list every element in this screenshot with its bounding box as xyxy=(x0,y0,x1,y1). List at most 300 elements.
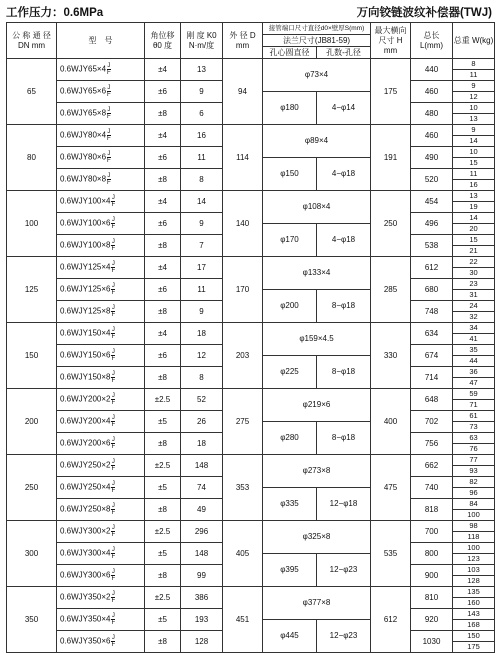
fraction-bottom: F xyxy=(111,488,116,494)
bolt-circle-cell: φ335 xyxy=(263,488,317,521)
weight-cell: 103 xyxy=(453,565,495,576)
weight-cell: 11 xyxy=(453,169,495,180)
dn-cell: 150 xyxy=(7,323,57,389)
model-cell xyxy=(57,631,145,653)
end-type-fraction xyxy=(111,305,115,318)
model-name: 0.6WJY65×4 xyxy=(60,64,107,74)
holes-cell: 4−φ18 xyxy=(317,224,371,257)
weight-cell: 23 xyxy=(453,279,495,290)
weight-cell: 9 xyxy=(453,81,495,92)
model-cell xyxy=(57,103,145,125)
bolt-circle-cell: φ395 xyxy=(263,554,317,587)
dn-cell: 125 xyxy=(7,257,57,323)
length-cell: 674 xyxy=(411,345,453,367)
model-name: 0.6WJY80×4 xyxy=(60,130,107,140)
stiffness-cell: 18 xyxy=(181,323,223,345)
od-cell: 94 xyxy=(223,59,263,125)
fraction-top: J xyxy=(107,151,111,157)
end-type-fraction xyxy=(111,591,115,604)
weight-cell: 15 xyxy=(453,235,495,246)
length-cell: 680 xyxy=(411,279,453,301)
end-type-fraction xyxy=(111,569,115,582)
weight-cell: 34 xyxy=(453,323,495,334)
col-bolt-circle: 孔心圆直径 xyxy=(263,47,317,59)
dn-cell: 80 xyxy=(7,125,57,191)
col-stiffness: 刚 度 K0 N·m/度 xyxy=(181,23,223,59)
fraction-bottom: F xyxy=(107,114,111,120)
stiffness-cell: 8 xyxy=(181,367,223,389)
model-name: 0.6WJY150×8 xyxy=(60,372,111,382)
end-type-fraction xyxy=(111,393,115,406)
bolt-circle-cell: φ170 xyxy=(263,224,317,257)
end-type-fraction xyxy=(107,63,111,76)
length-cell: 714 xyxy=(411,367,453,389)
end-type-fraction xyxy=(107,151,111,164)
model-name: 0.6WJY300×2 xyxy=(60,526,111,536)
length-cell: 440 xyxy=(411,59,453,81)
model-cell xyxy=(57,411,145,433)
model-cell xyxy=(57,543,145,565)
holes-cell: 8−φ18 xyxy=(317,356,371,389)
model-name: 0.6WJY250×4 xyxy=(60,482,111,492)
spec-table xyxy=(6,22,495,653)
end-type-fraction xyxy=(111,239,115,252)
model-name: 0.6WJY350×4 xyxy=(60,614,111,624)
od-cell: 170 xyxy=(223,257,263,323)
model-name: 0.6WJY100×4 xyxy=(60,196,111,206)
dn-cell: 100 xyxy=(7,191,57,257)
angle-cell: ±8 xyxy=(145,169,181,191)
weight-cell: 36 xyxy=(453,367,495,378)
weight-cell: 35 xyxy=(453,345,495,356)
weight-cell: 123 xyxy=(453,554,495,565)
model-cell xyxy=(57,433,145,455)
length-cell: 496 xyxy=(411,213,453,235)
angle-cell: ±5 xyxy=(145,543,181,565)
weight-cell: 168 xyxy=(453,620,495,631)
fraction-top: J xyxy=(111,525,115,531)
spec-table-body xyxy=(7,59,495,653)
end-type-fraction xyxy=(107,129,111,142)
length-cell: 538 xyxy=(411,235,453,257)
weight-cell: 135 xyxy=(453,587,495,598)
weight-cell: 71 xyxy=(453,400,495,411)
model-name: 0.6WJY100×6 xyxy=(60,218,111,228)
model-cell xyxy=(57,565,145,587)
end-type-fraction xyxy=(111,327,115,340)
weight-cell: 13 xyxy=(453,114,495,125)
weight-cell: 118 xyxy=(453,532,495,543)
weight-cell: 61 xyxy=(453,411,495,422)
col-od: 外 径 D mm xyxy=(223,23,263,59)
model-name: 0.6WJY150×6 xyxy=(60,350,111,360)
dn-cell: 250 xyxy=(7,455,57,521)
weight-cell: 84 xyxy=(453,499,495,510)
angle-cell: ±6 xyxy=(145,345,181,367)
model-cell xyxy=(57,213,145,235)
end-type-fraction xyxy=(111,349,115,362)
angle-cell: ±4 xyxy=(145,191,181,213)
fraction-top: J xyxy=(111,393,115,399)
col-dn: 公 称 通 径 DN mm xyxy=(7,23,57,59)
angle-cell: ±4 xyxy=(145,323,181,345)
fraction-top: J xyxy=(107,63,111,69)
col-flange: 法兰尺寸(JB81-59) xyxy=(263,35,371,47)
stiffness-cell: 386 xyxy=(181,587,223,609)
angle-cell: ±5 xyxy=(145,609,181,631)
weight-cell: 8 xyxy=(453,59,495,70)
stiffness-cell: 128 xyxy=(181,631,223,653)
fraction-top: J xyxy=(111,459,115,465)
stiffness-cell: 74 xyxy=(181,477,223,499)
model-name: 0.6WJY250×8 xyxy=(60,504,111,514)
length-cell: 818 xyxy=(411,499,453,521)
holes-cell: 12−φ18 xyxy=(317,488,371,521)
stiffness-cell: 26 xyxy=(181,411,223,433)
weight-cell: 100 xyxy=(453,543,495,554)
weight-cell: 128 xyxy=(453,576,495,587)
table-row xyxy=(7,125,495,136)
weight-cell: 32 xyxy=(453,312,495,323)
model-name: 0.6WJY125×8 xyxy=(60,306,111,316)
pipe-size-cell: φ89×4 xyxy=(263,125,371,158)
model-name: 0.6WJY200×2 xyxy=(60,394,111,404)
fraction-top: J xyxy=(111,613,115,619)
weight-cell: 82 xyxy=(453,477,495,488)
stiffness-cell: 52 xyxy=(181,389,223,411)
model-cell xyxy=(57,609,145,631)
model-cell xyxy=(57,345,145,367)
stiffness-cell: 7 xyxy=(181,235,223,257)
fraction-bottom: F xyxy=(107,136,111,142)
stiffness-cell: 9 xyxy=(181,81,223,103)
col-model: 型 号 xyxy=(57,23,145,59)
end-type-fraction xyxy=(111,481,115,494)
weight-cell: 44 xyxy=(453,356,495,367)
angle-cell: ±2.5 xyxy=(145,521,181,543)
model-cell xyxy=(57,169,145,191)
weight-cell: 30 xyxy=(453,268,495,279)
angle-cell: ±2.5 xyxy=(145,587,181,609)
fraction-top: J xyxy=(111,217,115,223)
stiffness-cell: 9 xyxy=(181,301,223,323)
end-type-fraction xyxy=(111,525,115,538)
col-weight: 总重 W(kg) xyxy=(453,23,495,59)
model-name: 0.6WJY125×6 xyxy=(60,284,111,294)
end-type-fraction xyxy=(107,107,111,120)
pipe-size-cell: φ219×6 xyxy=(263,389,371,422)
length-cell: 634 xyxy=(411,323,453,345)
angle-cell: ±8 xyxy=(145,301,181,323)
bolt-circle-cell: φ225 xyxy=(263,356,317,389)
pipe-size-cell: φ73×4 xyxy=(263,59,371,92)
angle-cell: ±8 xyxy=(145,631,181,653)
table-row xyxy=(7,59,495,70)
length-cell: 480 xyxy=(411,103,453,125)
length-cell: 800 xyxy=(411,543,453,565)
stiffness-cell: 6 xyxy=(181,103,223,125)
holes-cell: 12−φ23 xyxy=(317,620,371,653)
page-title: 万向铰链波纹补偿器(TWJ) xyxy=(356,7,492,19)
weight-cell: 41 xyxy=(453,334,495,345)
weight-cell: 93 xyxy=(453,466,495,477)
weight-cell: 76 xyxy=(453,444,495,455)
model-name: 0.6WJY150×4 xyxy=(60,328,111,338)
weight-cell: 100 xyxy=(453,510,495,521)
length-cell: 810 xyxy=(411,587,453,609)
fraction-top: J xyxy=(111,415,115,421)
angle-cell: ±8 xyxy=(145,499,181,521)
weight-cell: 31 xyxy=(453,290,495,301)
fraction-bottom: F xyxy=(111,598,116,604)
model-cell xyxy=(57,301,145,323)
angle-cell: ±8 xyxy=(145,433,181,455)
weight-cell: 10 xyxy=(453,147,495,158)
stiffness-cell: 148 xyxy=(181,543,223,565)
col-length: 总长 L(mm) xyxy=(411,23,453,59)
dn-cell: 65 xyxy=(7,59,57,125)
fraction-top: J xyxy=(111,261,115,267)
bolt-circle-cell: φ280 xyxy=(263,422,317,455)
length-cell: 460 xyxy=(411,125,453,147)
end-type-fraction xyxy=(111,415,115,428)
length-cell: 520 xyxy=(411,169,453,191)
weight-cell: 47 xyxy=(453,378,495,389)
end-type-fraction xyxy=(107,173,111,186)
max-size-cell: 475 xyxy=(371,455,411,521)
length-cell: 702 xyxy=(411,411,453,433)
fraction-bottom: F xyxy=(111,400,116,406)
fraction-top: J xyxy=(111,569,115,575)
model-cell xyxy=(57,235,145,257)
model-cell xyxy=(57,499,145,521)
model-cell xyxy=(57,147,145,169)
angle-cell: ±2.5 xyxy=(145,455,181,477)
fraction-bottom: F xyxy=(111,576,116,582)
model-cell xyxy=(57,477,145,499)
fraction-top: J xyxy=(111,283,115,289)
angle-cell: ±8 xyxy=(145,235,181,257)
weight-cell: 13 xyxy=(453,191,495,202)
max-size-cell: 285 xyxy=(371,257,411,323)
model-name: 0.6WJY350×6 xyxy=(60,636,111,646)
col-angle: 角位移 θ0 度 xyxy=(145,23,181,59)
angle-cell: ±4 xyxy=(145,125,181,147)
fraction-bottom: F xyxy=(107,70,111,76)
weight-cell: 14 xyxy=(453,136,495,147)
angle-cell: ±5 xyxy=(145,411,181,433)
length-cell: 920 xyxy=(411,609,453,631)
model-name: 0.6WJY125×4 xyxy=(60,262,111,272)
fraction-bottom: F xyxy=(111,532,116,538)
model-cell xyxy=(57,81,145,103)
model-name: 0.6WJY80×8 xyxy=(60,174,107,184)
pipe-size-cell: φ108×4 xyxy=(263,191,371,224)
fraction-bottom: F xyxy=(111,378,116,384)
length-cell: 454 xyxy=(411,191,453,213)
weight-cell: 150 xyxy=(453,631,495,642)
pipe-size-cell: φ133×4 xyxy=(263,257,371,290)
length-cell: 490 xyxy=(411,147,453,169)
fraction-top: J xyxy=(111,327,115,333)
angle-cell: ±6 xyxy=(145,213,181,235)
max-size-cell: 400 xyxy=(371,389,411,455)
fraction-bottom: F xyxy=(111,642,116,648)
fraction-bottom: F xyxy=(111,312,116,318)
model-cell xyxy=(57,59,145,81)
od-cell: 114 xyxy=(223,125,263,191)
weight-cell: 77 xyxy=(453,455,495,466)
od-cell: 140 xyxy=(223,191,263,257)
pipe-size-cell: φ159×4.5 xyxy=(263,323,371,356)
end-type-fraction xyxy=(111,371,115,384)
end-type-fraction xyxy=(111,635,115,648)
fraction-top: J xyxy=(111,349,115,355)
holes-cell: 8−φ18 xyxy=(317,290,371,323)
holes-cell: 4−φ14 xyxy=(317,92,371,125)
model-cell xyxy=(57,323,145,345)
model-cell xyxy=(57,587,145,609)
od-cell: 405 xyxy=(223,521,263,587)
model-cell xyxy=(57,367,145,389)
stiffness-cell: 17 xyxy=(181,257,223,279)
angle-cell: ±6 xyxy=(145,279,181,301)
model-cell xyxy=(57,125,145,147)
fraction-bottom: F xyxy=(111,334,116,340)
bolt-circle-cell: φ150 xyxy=(263,158,317,191)
weight-cell: 24 xyxy=(453,301,495,312)
fraction-bottom: F xyxy=(111,554,116,560)
fraction-top: J xyxy=(107,107,111,113)
fraction-bottom: F xyxy=(111,444,116,450)
stiffness-cell: 14 xyxy=(181,191,223,213)
fraction-bottom: F xyxy=(107,92,111,98)
fraction-top: J xyxy=(107,85,111,91)
pipe-size-cell: φ377×8 xyxy=(263,587,371,620)
angle-cell: ±4 xyxy=(145,59,181,81)
stiffness-cell: 9 xyxy=(181,213,223,235)
fraction-bottom: F xyxy=(107,180,111,186)
stiffness-cell: 11 xyxy=(181,279,223,301)
model-name: 0.6WJY300×4 xyxy=(60,548,111,558)
length-cell: 662 xyxy=(411,455,453,477)
table-row xyxy=(7,389,495,400)
max-size-cell: 191 xyxy=(371,125,411,191)
fraction-top: J xyxy=(111,481,115,487)
table-row xyxy=(7,521,495,532)
end-type-fraction xyxy=(111,503,115,516)
stiffness-cell: 193 xyxy=(181,609,223,631)
length-cell: 648 xyxy=(411,389,453,411)
weight-cell: 160 xyxy=(453,598,495,609)
end-type-fraction xyxy=(107,85,111,98)
stiffness-cell: 16 xyxy=(181,125,223,147)
fraction-top: J xyxy=(111,635,115,641)
od-cell: 353 xyxy=(223,455,263,521)
angle-cell: ±2.5 xyxy=(145,389,181,411)
stiffness-cell: 296 xyxy=(181,521,223,543)
model-name: 0.6WJY350×2 xyxy=(60,592,111,602)
end-type-fraction xyxy=(111,195,115,208)
length-cell: 900 xyxy=(411,565,453,587)
model-name: 0.6WJY200×4 xyxy=(60,416,111,426)
model-cell xyxy=(57,191,145,213)
bolt-circle-cell: φ200 xyxy=(263,290,317,323)
fraction-top: J xyxy=(111,437,115,443)
fraction-top: J xyxy=(111,547,115,553)
stiffness-cell: 12 xyxy=(181,345,223,367)
fraction-bottom: F xyxy=(111,510,116,516)
stiffness-cell: 18 xyxy=(181,433,223,455)
max-size-cell: 175 xyxy=(371,59,411,125)
length-cell: 756 xyxy=(411,433,453,455)
table-row xyxy=(7,455,495,466)
fraction-bottom: F xyxy=(111,356,116,362)
weight-cell: 175 xyxy=(453,642,495,653)
max-size-cell: 612 xyxy=(371,587,411,653)
od-cell: 203 xyxy=(223,323,263,389)
end-type-fraction xyxy=(111,613,115,626)
weight-cell: 20 xyxy=(453,224,495,235)
stiffness-cell: 99 xyxy=(181,565,223,587)
model-name: 0.6WJY80×6 xyxy=(60,152,107,162)
weight-cell: 63 xyxy=(453,433,495,444)
length-cell: 460 xyxy=(411,81,453,103)
end-type-fraction xyxy=(111,261,115,274)
max-size-cell: 535 xyxy=(371,521,411,587)
end-type-fraction xyxy=(111,459,115,472)
angle-cell: ±4 xyxy=(145,257,181,279)
model-cell xyxy=(57,455,145,477)
fraction-bottom: F xyxy=(111,202,116,208)
length-cell: 1030 xyxy=(411,631,453,653)
model-name: 0.6WJY65×6 xyxy=(60,86,107,96)
model-cell xyxy=(57,521,145,543)
table-row xyxy=(7,257,495,268)
fraction-bottom: F xyxy=(111,290,116,296)
bolt-circle-cell: φ445 xyxy=(263,620,317,653)
model-name: 0.6WJY250×2 xyxy=(60,460,111,470)
table-row xyxy=(7,587,495,598)
length-cell: 748 xyxy=(411,301,453,323)
holes-cell: 4−φ18 xyxy=(317,158,371,191)
weight-cell: 11 xyxy=(453,70,495,81)
stiffness-cell: 13 xyxy=(181,59,223,81)
max-size-cell: 330 xyxy=(371,323,411,389)
model-cell xyxy=(57,389,145,411)
max-size-cell: 250 xyxy=(371,191,411,257)
pipe-size-cell: φ325×8 xyxy=(263,521,371,554)
stiffness-cell: 8 xyxy=(181,169,223,191)
weight-cell: 98 xyxy=(453,521,495,532)
stiffness-cell: 49 xyxy=(181,499,223,521)
model-name: 0.6WJY200×6 xyxy=(60,438,111,448)
fraction-top: J xyxy=(111,195,115,201)
model-name: 0.6WJY100×8 xyxy=(60,240,111,250)
model-name: 0.6WJY300×6 xyxy=(60,570,111,580)
fraction-top: J xyxy=(111,503,115,509)
dn-cell: 350 xyxy=(7,587,57,653)
angle-cell: ±5 xyxy=(145,477,181,499)
od-cell: 275 xyxy=(223,389,263,455)
end-type-fraction xyxy=(111,437,115,450)
fraction-top: J xyxy=(111,239,115,245)
fraction-bottom: F xyxy=(111,620,116,626)
weight-cell: 15 xyxy=(453,158,495,169)
weight-cell: 96 xyxy=(453,488,495,499)
col-max-size: 最大横向尺寸 H mm xyxy=(371,23,411,59)
working-pressure-label: 工作压力：0.6MPa xyxy=(6,7,104,19)
